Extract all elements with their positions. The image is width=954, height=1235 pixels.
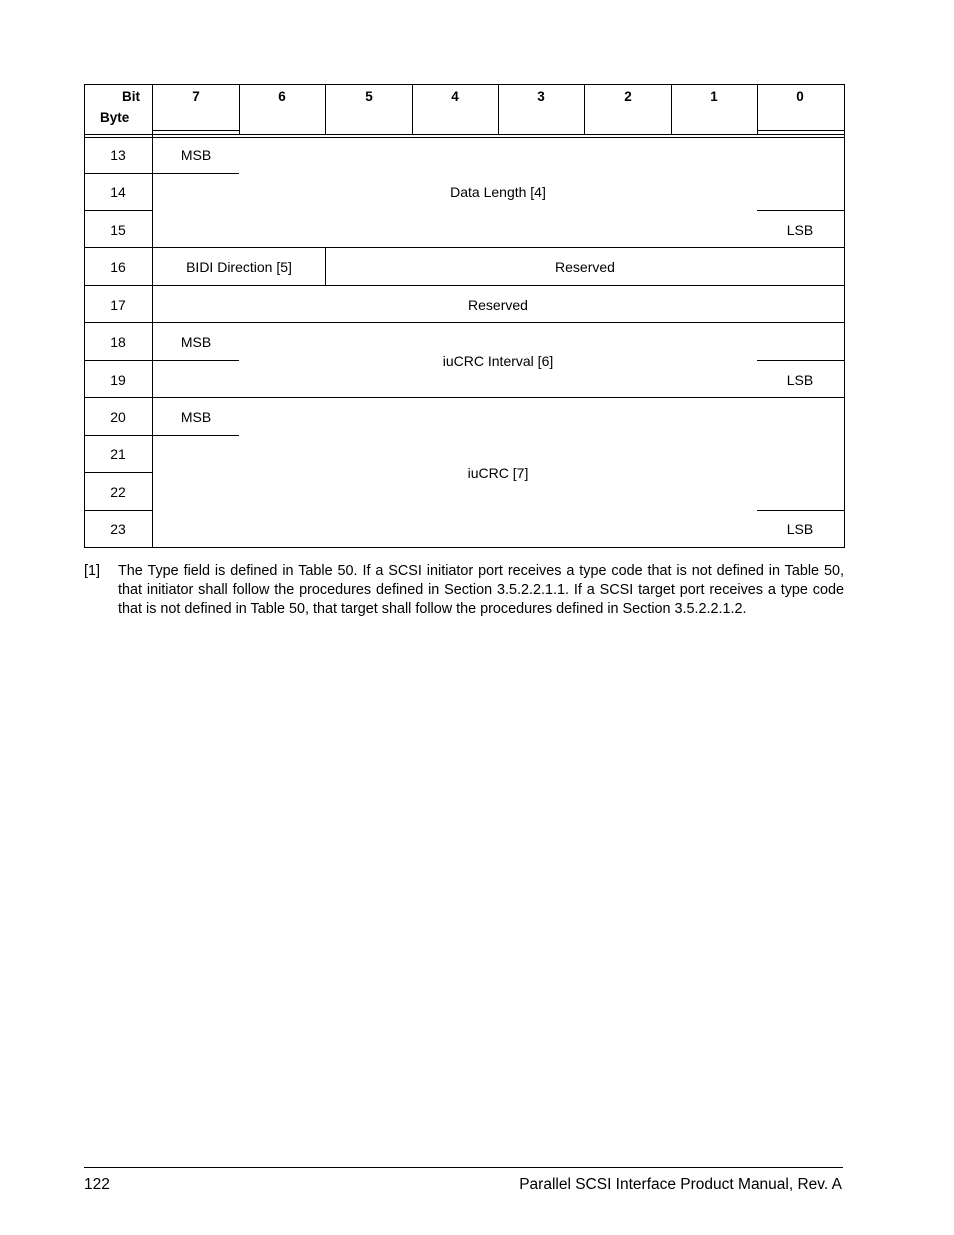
header-bit-6: 6	[278, 89, 286, 104]
header-bit-label: Bit	[122, 89, 140, 104]
header-bit-3: 3	[537, 89, 545, 104]
header-bit-7: 7	[192, 89, 200, 104]
footnote-1	[84, 562, 844, 619]
header-bit-0: 0	[796, 89, 804, 104]
byte-16: 16	[110, 259, 126, 275]
header-separator	[84, 134, 845, 135]
byte-14: 14	[110, 184, 126, 200]
iucrc-msb: MSB	[180, 409, 212, 425]
header-bit-4: 4	[451, 89, 459, 104]
iucrc-interval-lsb: LSB	[786, 372, 814, 388]
page-number: 122	[84, 1176, 110, 1193]
table-border-left	[84, 84, 85, 548]
byte-22: 22	[110, 484, 126, 500]
header-bit-1: 1	[710, 89, 718, 104]
header-double-line-bit7	[152, 130, 240, 131]
header-bit-5: 5	[365, 89, 373, 104]
data-length-label: Data Length [4]	[450, 184, 546, 200]
table-border-top	[84, 84, 845, 85]
iucrc-lsb: LSB	[786, 521, 814, 537]
byte-15: 15	[110, 222, 126, 238]
bidi-direction-label: BIDI Direction [5]	[186, 259, 292, 275]
header-double-line-bit0	[757, 130, 845, 131]
header-double-line-body	[84, 137, 845, 138]
table-border-right	[844, 84, 845, 548]
data-length-lsb: LSB	[786, 222, 814, 238]
footnote-number: [1]	[84, 563, 100, 579]
byte-19: 19	[110, 372, 126, 388]
byte-21: 21	[110, 446, 126, 462]
iucrc-label: iuCRC [7]	[467, 465, 529, 481]
table-border-bottom	[84, 547, 845, 548]
byte-20: 20	[110, 409, 126, 425]
header-byte-label: Byte	[100, 110, 130, 125]
header-bit-2: 2	[624, 89, 632, 104]
byte-23: 23	[110, 521, 126, 537]
iucrc-interval-label: iuCRC Interval [6]	[442, 353, 554, 369]
footnote-text: The Type field is defined in Table 50. If a SCSI initiator port receives a type code that is not defined in Table 50, that initiator shall follow the procedures defined in Section 3.5.2.2.1.1. If a SCSI target port receives a type code that is not defined in Table 50, that target shall follow the procedures defined in Section 3.5.2.2.1.2.	[118, 563, 844, 617]
document-title: Parallel SCSI Interface Product Manual, Rev. A	[519, 1176, 842, 1193]
byte-13: 13	[110, 147, 126, 163]
footer-rule	[84, 1167, 843, 1168]
reserved-16-label: Reserved	[555, 259, 615, 275]
byte-17: 17	[110, 297, 126, 313]
iucrc-interval-msb: MSB	[180, 334, 212, 350]
reserved-17-label: Reserved	[468, 297, 528, 313]
byte-18: 18	[110, 334, 126, 350]
data-length-msb: MSB	[180, 147, 212, 163]
